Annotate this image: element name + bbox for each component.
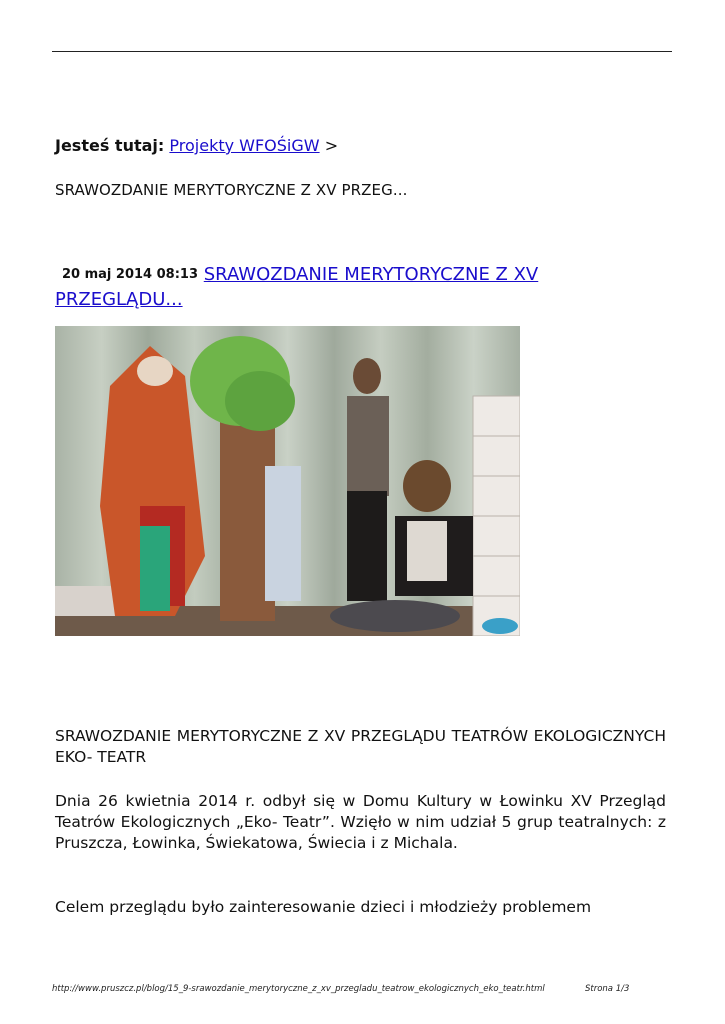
content-paragraph-1: Dnia 26 kwietnia 2014 r. odbył się w Domu Kultury w Łowinku XV Przegląd Teatrów Ekologicznych „Eko- Teatr”. Wzięło w nim udział 5 grup teatralnych: z Pruszcza, Łowinka, Świekatowa, Świecia i z Michala.: [55, 792, 666, 852]
post-date: 20 maj 2014 08:13: [62, 267, 199, 282]
breadcrumb: [55, 136, 338, 156]
header-rule: [52, 51, 672, 52]
content-heading: SRAWOZDANIE MERYTORYCZNE Z XV PRZEGLĄDU TEATRÓW EKOLOGICZNYCH EKO- TEATR: [55, 727, 666, 766]
post-photo: [55, 326, 520, 636]
breadcrumb-link-projekty[interactable]: Projekty WFOŚiGW: [169, 136, 320, 155]
breadcrumb-current-page: SRAWOZDANIE MERYTORYCZNE Z XV PRZEG...: [55, 181, 408, 199]
footer-url: http://www.pruszcz.pl/blog/15_9-srawozdanie_merytoryczne_z_xv_przegladu_teatrow_ekologicznych_eko_teatr.html: [52, 984, 545, 994]
breadcrumb-separator: >: [324, 136, 339, 155]
footer-page-number: Strona 1/3: [585, 984, 630, 994]
post-header: [55, 262, 615, 312]
post-title-link[interactable]: SRAWOZDANIE MERYTORYCZNE Z XV PRZEGLĄDU...: [55, 264, 539, 310]
breadcrumb-label: Jesteś tutaj:: [55, 136, 165, 155]
content-paragraph-2: Celem przeglądu było zainteresowanie dzieci i młodzieży problemem: [55, 898, 592, 916]
